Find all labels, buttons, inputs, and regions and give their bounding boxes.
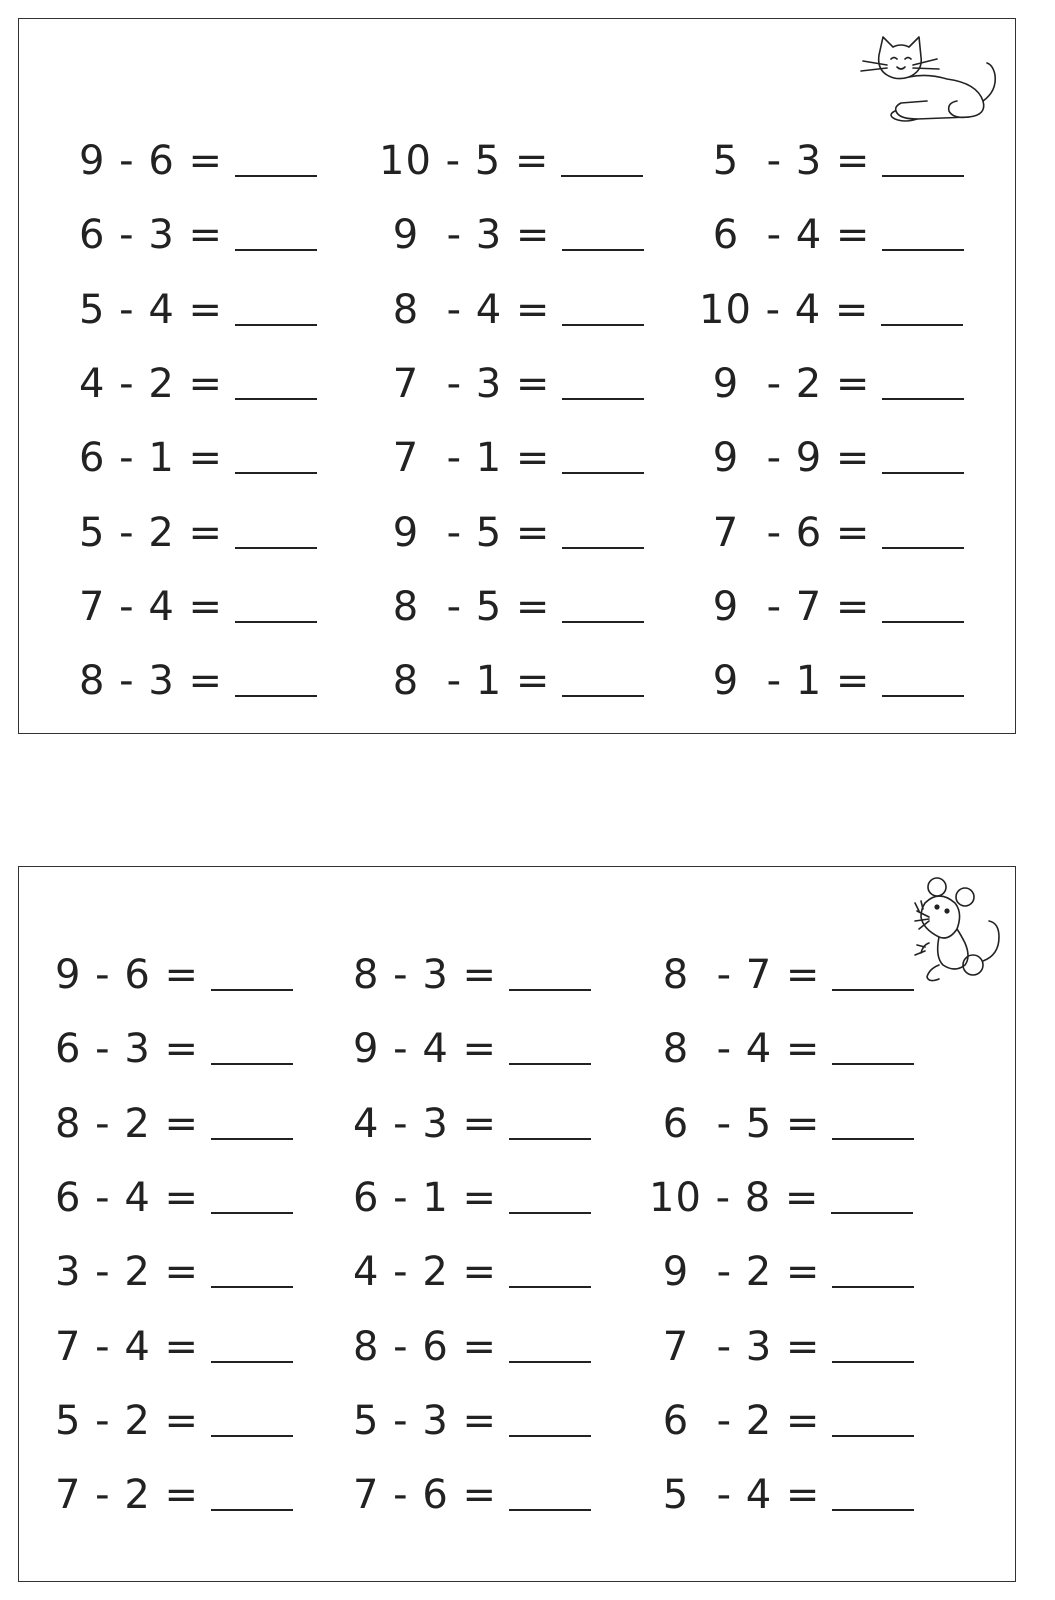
answer-blank[interactable] [509,1361,591,1363]
answer-blank[interactable] [235,324,317,326]
answer-blank[interactable] [509,1138,591,1140]
problem-expression: 8 - 6 = [353,1323,497,1370]
mouse-icon [899,873,1009,993]
answer-blank[interactable] [235,398,317,400]
problem-expression: 9 - 6 = [79,138,223,184]
answer-blank[interactable] [562,621,644,623]
subtraction-problem [699,567,964,630]
problem-expression: 9 - 7 = [699,583,871,630]
subtraction-problem [79,641,317,705]
subtraction-problem [649,1307,914,1370]
problem-expression: 8 - 7 = [649,952,821,998]
subtraction-problem [379,493,644,556]
answer-blank[interactable] [832,1435,914,1437]
subtraction-problem [55,1381,293,1444]
problem-expression: 8 - 3 = [79,658,223,705]
problem-expression: 8 - 2 = [55,1100,199,1147]
subtraction-problem [649,1084,914,1147]
answer-blank[interactable] [211,1286,293,1288]
answer-blank[interactable] [562,547,644,549]
subtraction-problem [353,1232,591,1296]
subtraction-problem [55,1307,293,1370]
answer-blank[interactable] [882,175,964,177]
problem-expression: 4 - 3 = [353,1100,497,1147]
problem-expression: 8 - 3 = [353,952,497,998]
problem-expression: 5 - 3 = [353,1397,497,1444]
problem-expression: 5 - 2 = [79,509,223,556]
subtraction-problem [379,270,644,333]
subtraction-problem [649,1381,914,1444]
problem-expression: 5 - 4 = [649,1472,821,1519]
answer-blank[interactable] [881,324,963,326]
subtraction-problem [55,1009,293,1073]
subtraction-problem [699,418,964,482]
answer-blank[interactable] [561,175,643,177]
subtraction-problem [353,1158,591,1221]
answer-blank[interactable] [832,1138,914,1140]
subtraction-problem [379,195,644,259]
problem-expression: 9 - 1 = [699,658,871,705]
answer-blank[interactable] [211,1212,293,1214]
subtraction-problem [79,418,317,482]
subtraction-problem [379,641,644,705]
answer-blank[interactable] [211,1361,293,1363]
problem-expression: 7 - 3 = [379,360,551,407]
problem-expression: 6 - 3 = [79,212,223,259]
subtraction-problem [649,935,914,998]
subtraction-problem [699,121,964,184]
subtraction-problem [699,493,964,556]
subtraction-problem [79,270,317,333]
answer-blank[interactable] [562,695,644,697]
answer-blank[interactable] [509,1212,591,1214]
subtraction-problem [379,567,644,630]
problem-expression: 10 - 5 = [379,138,550,184]
subtraction-problem [379,344,644,407]
answer-blank[interactable] [509,1063,591,1065]
answer-blank[interactable] [235,695,317,697]
subtraction-problem [353,1084,591,1147]
answer-blank[interactable] [832,989,914,991]
problem-expression: 9 - 5 = [379,509,551,556]
problem-expression: 5 - 2 = [55,1397,199,1444]
answer-blank[interactable] [211,1138,293,1140]
subtraction-problem [649,1455,914,1519]
answer-blank[interactable] [509,989,591,991]
subtraction-problem [699,270,963,333]
subtraction-problem [379,121,643,184]
subtraction-problem [699,641,964,705]
answer-blank[interactable] [882,547,964,549]
problem-expression: 10 - 4 = [699,286,870,333]
worksheet-1 [18,18,1016,734]
subtraction-problem [699,344,964,407]
problem-expression: 10 - 8 = [649,1174,820,1221]
subtraction-problem [79,493,317,556]
subtraction-problem [79,121,317,184]
problem-expression: 4 - 2 = [353,1249,497,1296]
answer-blank[interactable] [832,1063,914,1065]
answer-blank[interactable] [562,398,644,400]
problem-expression: 3 - 2 = [55,1249,199,1296]
answer-blank[interactable] [509,1509,591,1511]
subtraction-problem [353,1455,591,1519]
subtraction-problem [353,1307,591,1370]
answer-blank[interactable] [882,472,964,474]
answer-blank[interactable] [832,1286,914,1288]
answer-blank[interactable] [235,472,317,474]
answer-blank[interactable] [235,621,317,623]
subtraction-problem [379,418,644,482]
answer-blank[interactable] [882,695,964,697]
problem-expression: 5 - 3 = [699,138,871,184]
problem-expression: 7 - 4 = [79,583,223,630]
problem-expression: 4 - 2 = [79,360,223,407]
answer-blank[interactable] [235,249,317,251]
answer-blank[interactable] [831,1212,913,1214]
problem-expression: 8 - 5 = [379,583,551,630]
problem-expression: 5 - 4 = [79,286,223,333]
cat-icon [857,27,1007,127]
answer-blank[interactable] [211,1509,293,1511]
problem-expression: 8 - 4 = [379,286,551,333]
problem-expression: 7 - 6 = [353,1472,497,1519]
problem-expression: 9 - 2 = [699,360,871,407]
subtraction-problem [649,1009,914,1073]
subtraction-problem [55,1084,293,1147]
answer-blank[interactable] [211,1063,293,1065]
problem-expression: 9 - 6 = [55,952,199,998]
problem-expression: 6 - 1 = [79,435,223,482]
answer-blank[interactable] [211,1435,293,1437]
problem-expression: 9 - 9 = [699,435,871,482]
answer-blank[interactable] [562,324,644,326]
answer-blank[interactable] [882,621,964,623]
answer-blank[interactable] [832,1361,914,1363]
problem-expression: 6 - 3 = [55,1026,199,1073]
answer-blank[interactable] [882,398,964,400]
answer-blank[interactable] [509,1286,591,1288]
problem-expression: 6 - 4 = [699,212,871,259]
answer-blank[interactable] [509,1435,591,1437]
answer-blank[interactable] [235,175,317,177]
subtraction-problem [55,1455,293,1519]
subtraction-problem [353,1381,591,1444]
subtraction-problem [79,567,317,630]
subtraction-problem [699,195,964,259]
subtraction-problem [55,1158,293,1221]
problem-expression: 7 - 3 = [649,1323,821,1370]
problem-expression: 6 - 1 = [353,1174,497,1221]
problem-expression: 9 - 3 = [379,212,551,259]
answer-blank[interactable] [882,249,964,251]
problem-expression: 6 - 2 = [649,1397,821,1444]
problem-expression: 7 - 6 = [699,509,871,556]
problem-expression: 8 - 1 = [379,658,551,705]
worksheet-2 [18,866,1016,1582]
subtraction-problem [353,935,591,998]
answer-blank[interactable] [235,547,317,549]
answer-blank[interactable] [832,1509,914,1511]
problem-expression: 9 - 4 = [353,1026,497,1073]
problem-expression: 9 - 2 = [649,1249,821,1296]
problem-expression: 7 - 4 = [55,1323,199,1370]
problem-expression: 6 - 5 = [649,1100,821,1147]
subtraction-problem [353,1009,591,1073]
problem-expression: 8 - 4 = [649,1026,821,1073]
subtraction-problem [649,1232,914,1296]
subtraction-problem [55,1232,293,1296]
problem-expression: 7 - 2 = [55,1472,199,1519]
subtraction-problem [79,344,317,407]
answer-blank[interactable] [211,989,293,991]
problem-expression: 6 - 4 = [55,1174,199,1221]
subtraction-problem [79,195,317,259]
answer-blank[interactable] [562,249,644,251]
subtraction-problem [649,1158,913,1221]
subtraction-problem [55,935,293,998]
answer-blank[interactable] [562,472,644,474]
problem-expression: 7 - 1 = [379,435,551,482]
